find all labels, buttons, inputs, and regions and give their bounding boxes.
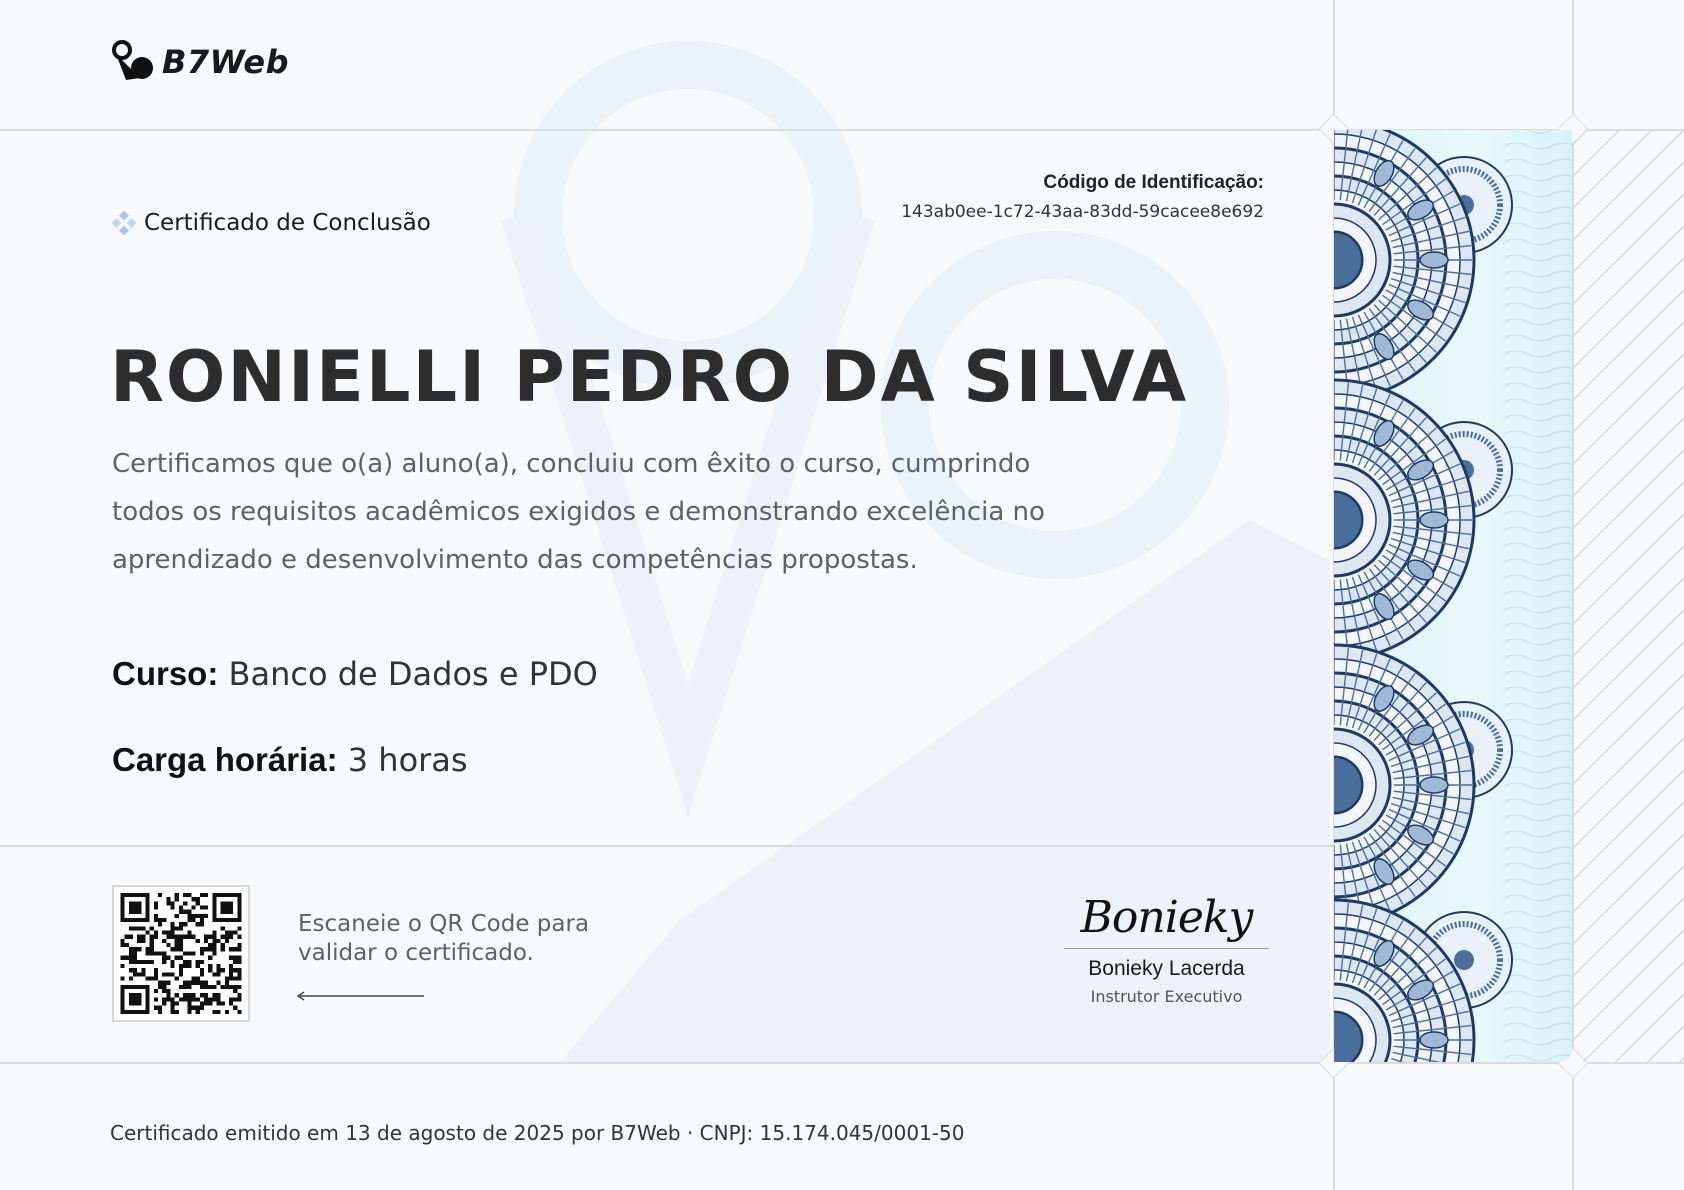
signature-block — [1064, 890, 1269, 1006]
qr-code[interactable] — [112, 885, 250, 1022]
qr-code-image — [120, 893, 242, 1014]
signature-script: Bonieky — [1080, 892, 1253, 943]
course-row — [112, 655, 598, 693]
signer-name: Bonieky Lacerda — [1088, 957, 1245, 980]
signature-line — [1064, 948, 1269, 949]
identification-title: Código de Identificação: — [1043, 172, 1264, 193]
footer-text: Certificado emitido em 13 de agosto de 2025 por B7Web · CNPJ: 15.174.045/0001-50 — [110, 1121, 965, 1145]
mandala-ornament — [1334, 130, 1572, 1062]
decorative-band — [1334, 130, 1572, 1062]
arrow-left-icon — [296, 990, 426, 1002]
diamond-grid-icon — [112, 211, 136, 235]
student-name: RONIELLI PEDRO DA SILVA — [110, 336, 1189, 418]
hours-row — [112, 741, 468, 779]
course-value: Banco de Dados e PDO — [228, 655, 598, 693]
signer-role: Instrutor Executivo — [1090, 987, 1243, 1006]
hours-value: 3 horas — [347, 741, 468, 779]
stripe-pattern — [1573, 130, 1684, 1062]
brand-logo — [112, 40, 289, 84]
hours-label: Carga horária: — [112, 741, 338, 778]
logo-text: B7Web — [162, 43, 290, 81]
identification-code: 143ab0ee-1c72-43aa-83dd-59cacee8e692 — [901, 202, 1264, 222]
certificate-description: Certificamos que o(a) aluno(a), concluiu com êxito o curso, cumprindo todos os requisitos acadêmicos exigidos e demonstrando excelência no aprendizado e desenvolvimento das competências propostas. — [112, 449, 1045, 575]
footer-divider — [0, 1062, 1684, 1064]
identification-block — [901, 172, 1264, 222]
b7web-logo-icon — [112, 40, 158, 84]
diagonal-stripes — [1573, 130, 1684, 1062]
certificate-label — [112, 210, 431, 236]
certificate-label-text: Certificado de Conclusão — [144, 210, 431, 236]
body-divider — [0, 845, 1334, 847]
course-label: Curso: — [112, 655, 219, 692]
qr-instruction: Escaneie o QR Code para validar o certificado. — [298, 911, 590, 966]
